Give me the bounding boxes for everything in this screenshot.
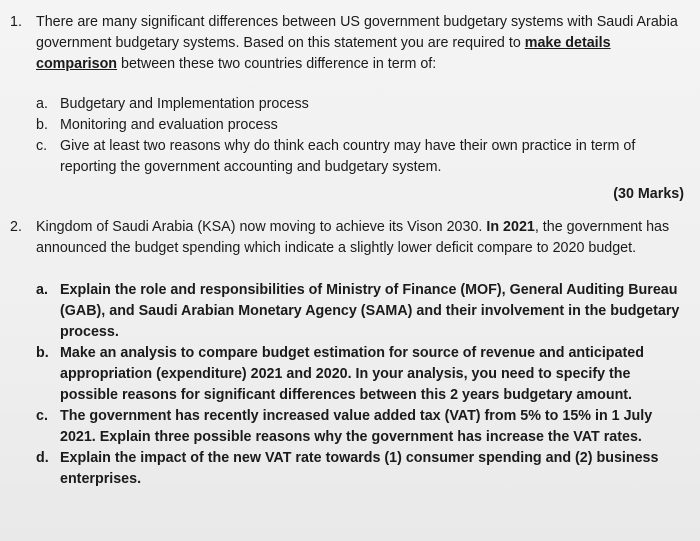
question-text-part2: between these two countries difference in term of: [117,56,437,72]
question-2 [10,217,686,490]
item-letter: b. [36,345,49,361]
item-text: Budgetary and Implementation process [60,96,309,112]
item-letter: a. [36,282,48,298]
item-text: Make an analysis to compare budget estimation for source of revenue and anticipated appropriation (expenditure) 2021 and 2020. In your analysis, you need to specify the possible reasons for significant differences between this 2 years budgetary amount. [60,345,644,403]
item-letter: b. [36,117,48,133]
item-letter: c. [36,138,48,154]
bold-year: In 2021 [486,219,535,235]
marks-label: (30 Marks) [613,186,684,202]
item-text: Give at least two reasons why do think each country may have their own practice in term of reporting the government accounting and budgetary system. [60,138,636,175]
sub-question-list [36,280,686,490]
list-item [36,280,686,343]
item-text: The government has recently increased value added tax (VAT) from 5% to 15% in 1 July 2021. Explain three possible reasons why the government has increase the VAT rates. [60,408,653,445]
item-text: Monitoring and evaluation process [60,117,278,133]
list-item [36,115,686,136]
item-text: Explain the impact of the new VAT rate towards (1) consumer spending and (2) business enterprises. [60,450,659,487]
list-item [36,136,686,178]
sub-question-list [36,94,686,178]
item-letter: d. [36,450,49,466]
list-item [36,343,686,406]
question-text [36,217,686,259]
item-text: Explain the role and responsibilities of Ministry of Finance (MOF), General Auditing Bureau (GAB), and Saudi Arabian Monetary Agency (SAMA) and their involvement in the budgetary process. [60,282,680,340]
question-number: 2. [10,219,22,235]
list-item [36,448,686,490]
question-text [36,12,686,75]
question-number: 1. [10,14,22,30]
item-letter: a. [36,96,48,112]
question-1 [10,12,686,205]
item-letter: c. [36,408,48,424]
list-item [36,94,686,115]
list-item [36,406,686,448]
question-text-part1: Kingdom of Saudi Arabia (KSA) now moving to achieve its Vison 2030. [36,219,487,235]
question-text-part1: There are many significant differences between US government budgetary systems with Saudi Arabia government budgetary systems. Based on this statement you are required to [36,14,678,51]
question-text-part2: , the government has announced the budget spending which indicate a slightly lower deficit compare to 2020 budget. [36,219,670,256]
underlined-instruction: make details comparison [36,35,611,72]
